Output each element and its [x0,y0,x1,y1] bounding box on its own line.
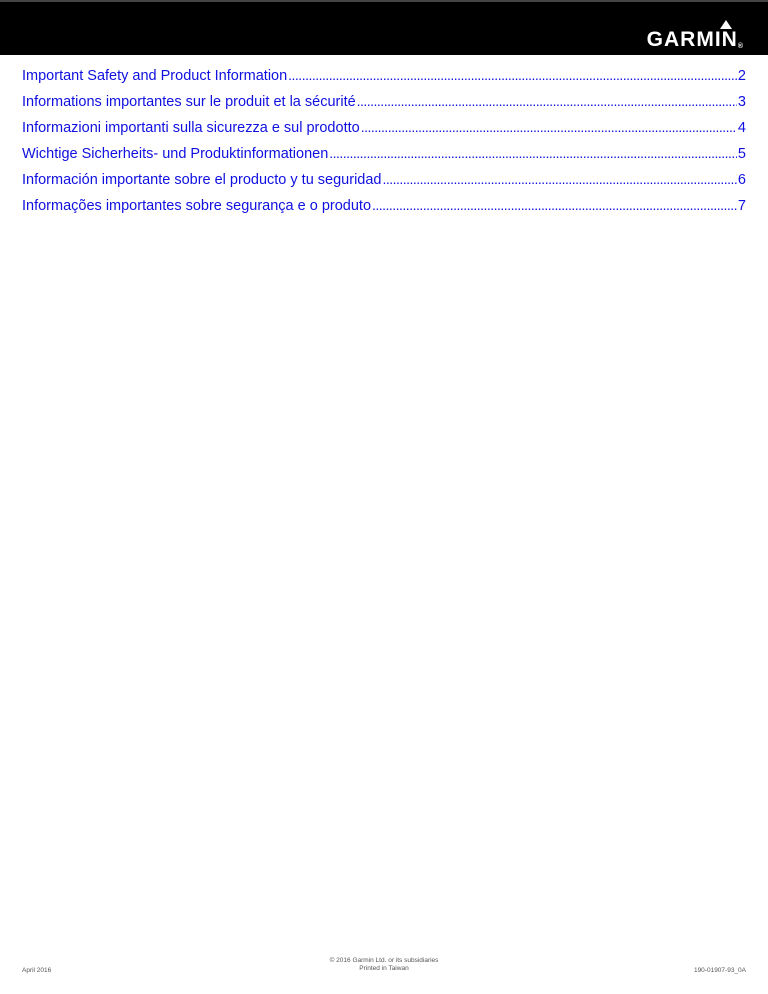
toc-entry-title: Informazioni importanti sulla sicurezza e sul prodotto [22,120,360,136]
toc-entry-page: 6 [737,172,746,188]
header-bar [0,0,768,55]
toc-dot-leader [357,93,737,110]
footer-printed: Printed in Taiwan [359,965,409,972]
toc-entry-french[interactable] [22,93,746,119]
toc-entry-title: Informações importantes sobre segurança e o produto [22,198,372,214]
footer-date: April 2016 [22,967,52,974]
toc-dot-leader [288,67,737,84]
footer-part-number: 190-01907-93_0A [693,967,746,974]
logo-text: GARMIN® [646,28,744,51]
toc-dot-leader [382,171,736,188]
toc-dot-leader [372,197,737,214]
toc-entry-title: Informations importantes sur le produit et la sécurité [22,94,356,110]
toc-dot-leader [329,145,737,162]
toc-entry-page: 5 [737,146,746,162]
table-of-contents [22,67,746,223]
toc-dot-leader [361,119,737,136]
toc-entry-title: Información importante sobre el producto y tu seguridad [22,172,382,188]
toc-entry-german[interactable] [22,145,746,171]
header-top-border [0,0,768,2]
garmin-logo [624,20,744,50]
toc-entry-english[interactable] [22,67,746,93]
toc-entry-title: Wichtige Sicherheits- und Produktinformationen [22,146,329,162]
toc-entry-italian[interactable] [22,119,746,145]
toc-entry-page: 2 [737,68,746,84]
toc-entry-spanish[interactable] [22,171,746,197]
toc-entry-page: 4 [737,120,746,136]
toc-entry-page: 7 [737,198,746,214]
toc-entry-title: Important Safety and Product Information [22,68,288,84]
footer-copyright-block [0,957,768,973]
toc-entry-portuguese[interactable] [22,197,746,223]
toc-entry-page: 3 [737,94,746,110]
footer-copyright: © 2016 Garmin Ltd. or its subsidiaries [329,957,439,964]
